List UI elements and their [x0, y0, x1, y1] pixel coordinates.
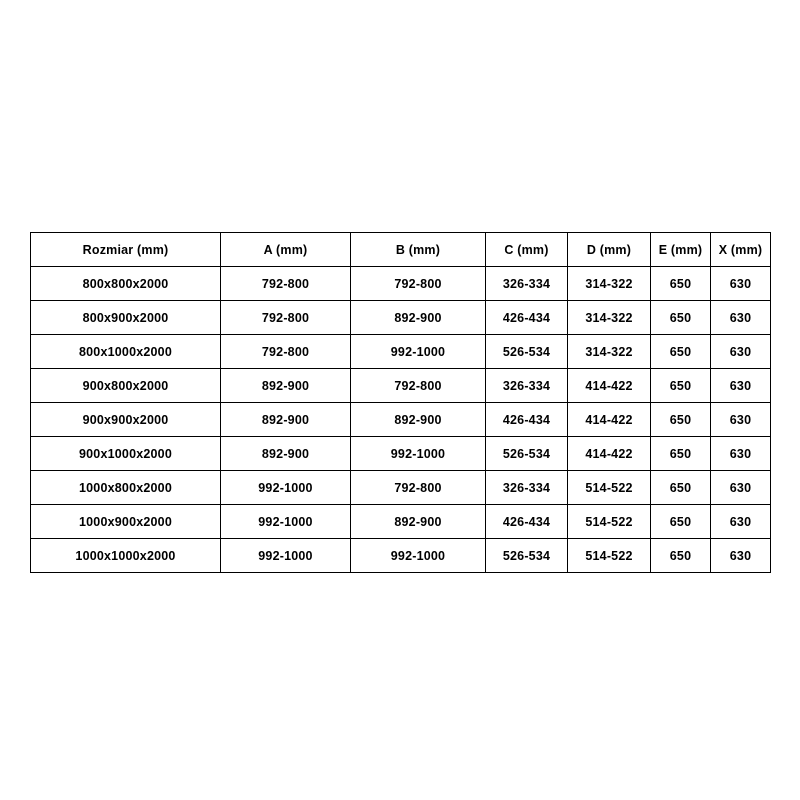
cell-b: 992-1000 — [351, 335, 486, 369]
cell-size: 900x900x2000 — [31, 403, 221, 437]
dimensions-table-wrapper — [30, 232, 770, 573]
cell-c: 426-434 — [486, 505, 568, 539]
cell-d: 414-422 — [568, 403, 651, 437]
cell-x: 630 — [711, 267, 771, 301]
cell-a: 792-800 — [221, 301, 351, 335]
table-row — [31, 437, 771, 471]
table-row — [31, 505, 771, 539]
cell-size: 800x1000x2000 — [31, 335, 221, 369]
cell-a: 792-800 — [221, 335, 351, 369]
cell-e: 650 — [651, 437, 711, 471]
cell-b: 892-900 — [351, 403, 486, 437]
cell-b: 792-800 — [351, 267, 486, 301]
cell-c: 526-534 — [486, 539, 568, 573]
cell-b: 792-800 — [351, 369, 486, 403]
cell-size: 1000x900x2000 — [31, 505, 221, 539]
cell-c: 526-534 — [486, 335, 568, 369]
table-row — [31, 267, 771, 301]
cell-x: 630 — [711, 369, 771, 403]
cell-b: 992-1000 — [351, 539, 486, 573]
cell-b: 992-1000 — [351, 437, 486, 471]
cell-a: 992-1000 — [221, 505, 351, 539]
cell-e: 650 — [651, 505, 711, 539]
column-header-b: B (mm) — [351, 233, 486, 267]
cell-e: 650 — [651, 539, 711, 573]
cell-size: 900x800x2000 — [31, 369, 221, 403]
cell-d: 414-422 — [568, 437, 651, 471]
cell-c: 326-334 — [486, 267, 568, 301]
cell-a: 892-900 — [221, 403, 351, 437]
table-row — [31, 403, 771, 437]
cell-a: 792-800 — [221, 267, 351, 301]
cell-e: 650 — [651, 471, 711, 505]
cell-a: 992-1000 — [221, 539, 351, 573]
cell-x: 630 — [711, 505, 771, 539]
cell-d: 314-322 — [568, 301, 651, 335]
cell-d: 514-522 — [568, 505, 651, 539]
cell-b: 892-900 — [351, 301, 486, 335]
cell-e: 650 — [651, 369, 711, 403]
cell-b: 892-900 — [351, 505, 486, 539]
cell-size: 800x900x2000 — [31, 301, 221, 335]
table-header — [31, 233, 771, 267]
cell-c: 326-334 — [486, 369, 568, 403]
cell-size: 800x800x2000 — [31, 267, 221, 301]
cell-x: 630 — [711, 539, 771, 573]
cell-d: 514-522 — [568, 471, 651, 505]
cell-a: 892-900 — [221, 369, 351, 403]
dimensions-table — [30, 232, 771, 573]
cell-size: 1000x800x2000 — [31, 471, 221, 505]
table-row — [31, 301, 771, 335]
column-header-e: E (mm) — [651, 233, 711, 267]
cell-d: 414-422 — [568, 369, 651, 403]
table-row — [31, 335, 771, 369]
cell-d: 314-322 — [568, 267, 651, 301]
cell-c: 426-434 — [486, 301, 568, 335]
cell-size: 1000x1000x2000 — [31, 539, 221, 573]
cell-size: 900x1000x2000 — [31, 437, 221, 471]
cell-a: 992-1000 — [221, 471, 351, 505]
cell-c: 526-534 — [486, 437, 568, 471]
table-header-row — [31, 233, 771, 267]
column-header-c: C (mm) — [486, 233, 568, 267]
table-row — [31, 539, 771, 573]
cell-x: 630 — [711, 335, 771, 369]
cell-b: 792-800 — [351, 471, 486, 505]
cell-e: 650 — [651, 403, 711, 437]
cell-d: 314-322 — [568, 335, 651, 369]
column-header-x: X (mm) — [711, 233, 771, 267]
cell-x: 630 — [711, 437, 771, 471]
table-row — [31, 471, 771, 505]
table-row — [31, 369, 771, 403]
cell-e: 650 — [651, 335, 711, 369]
cell-c: 326-334 — [486, 471, 568, 505]
table-body — [31, 267, 771, 573]
column-header-a: A (mm) — [221, 233, 351, 267]
cell-c: 426-434 — [486, 403, 568, 437]
cell-d: 514-522 — [568, 539, 651, 573]
cell-e: 650 — [651, 267, 711, 301]
cell-x: 630 — [711, 301, 771, 335]
cell-a: 892-900 — [221, 437, 351, 471]
cell-e: 650 — [651, 301, 711, 335]
cell-x: 630 — [711, 471, 771, 505]
cell-x: 630 — [711, 403, 771, 437]
column-header-size: Rozmiar (mm) — [31, 233, 221, 267]
column-header-d: D (mm) — [568, 233, 651, 267]
